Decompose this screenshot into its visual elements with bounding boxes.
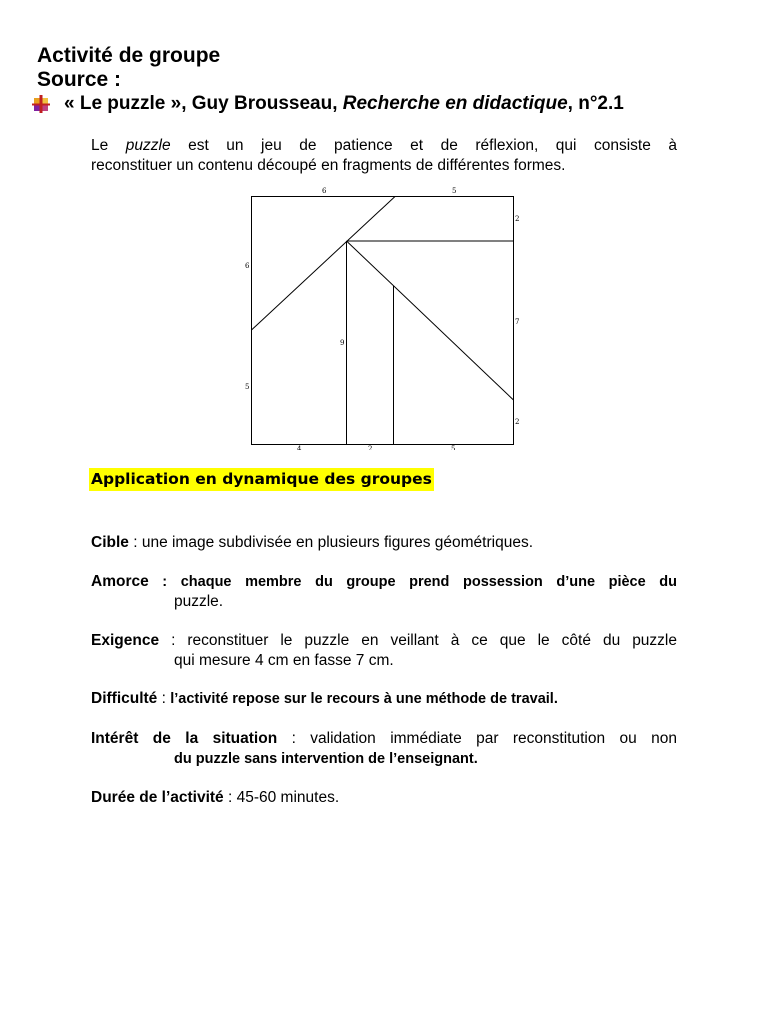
amorce-label: Amorce [91,573,149,590]
intro-text: Le [91,137,126,154]
interet-label: Intérêt de la situation [91,730,278,747]
section-heading [89,470,434,489]
bullet-icon [32,95,50,113]
source-prefix: « Le puzzle », Guy Brousseau, [64,93,343,114]
label-center: 9 [340,339,345,347]
document-title: Activité de groupe [37,44,221,67]
difficulte-text: l’activité repose sur le recours à une méthode de travail. [170,691,558,707]
puzzle-border [252,197,514,445]
label-bottom-middle: 2 [368,445,373,450]
source-reference [64,92,624,116]
item-difficulte [91,689,677,709]
difficulte-label: Difficulté [91,690,158,707]
item-exigence [91,631,677,651]
cible-label: Cible [91,534,129,551]
interet-text: : validation immédiate par reconstitution ou non [277,730,677,747]
label-top-left: 6 [322,187,327,195]
puzzle-figure [236,184,528,450]
interet-line-2: du puzzle sans intervention de l’enseignant. [174,751,478,767]
difficulte-sep: : [157,690,171,707]
label-right-top: 2 [515,215,520,223]
label-bottom-left: 4 [297,445,302,450]
intro-line-1 [91,136,677,156]
source-italic: Recherche en didactique [342,93,568,114]
label-right-middle: 7 [515,318,520,326]
source-suffix: , n°2.1 [567,93,624,114]
label-left-upper: 6 [245,262,250,270]
label-bottom-right: 5 [451,445,456,450]
item-cible [91,533,677,553]
item-amorce [91,572,677,592]
duree-text: : 45-60 minutes. [223,789,340,806]
cible-text: : une image subdivisée en plusieurs figures géométriques. [128,534,533,551]
item-duree [91,788,677,808]
exigence-label: Exigence [91,632,160,649]
amorce-line-2: puzzle. [174,593,224,610]
exigence-text: : reconstituer le puzzle en veillant à ce que le côté du puzzle [159,632,677,649]
exigence-line-2: qui mesure 4 cm en fasse 7 cm. [174,652,394,669]
label-right-bottom: 2 [515,418,520,426]
intro-italic-word: puzzle [125,137,171,154]
intro-line-2: reconstituer un contenu découpé en fragments de différentes formes. [91,157,566,174]
label-left-lower: 5 [245,383,250,391]
duree-label: Durée de l’activité [91,789,224,806]
puzzle-diagonal-left [252,197,396,331]
section-heading-text: Application en dynamique des groupes [89,468,434,491]
intro-text: est un jeu de patience et de réflexion, qui consiste à [170,137,677,154]
label-top-right: 5 [452,187,457,195]
amorce-text: : chaque membre du groupe prend possession d’une pièce du [148,574,677,590]
puzzle-diagonal-right [347,241,514,400]
source-label: Source : [37,68,122,91]
item-interet [91,729,677,749]
